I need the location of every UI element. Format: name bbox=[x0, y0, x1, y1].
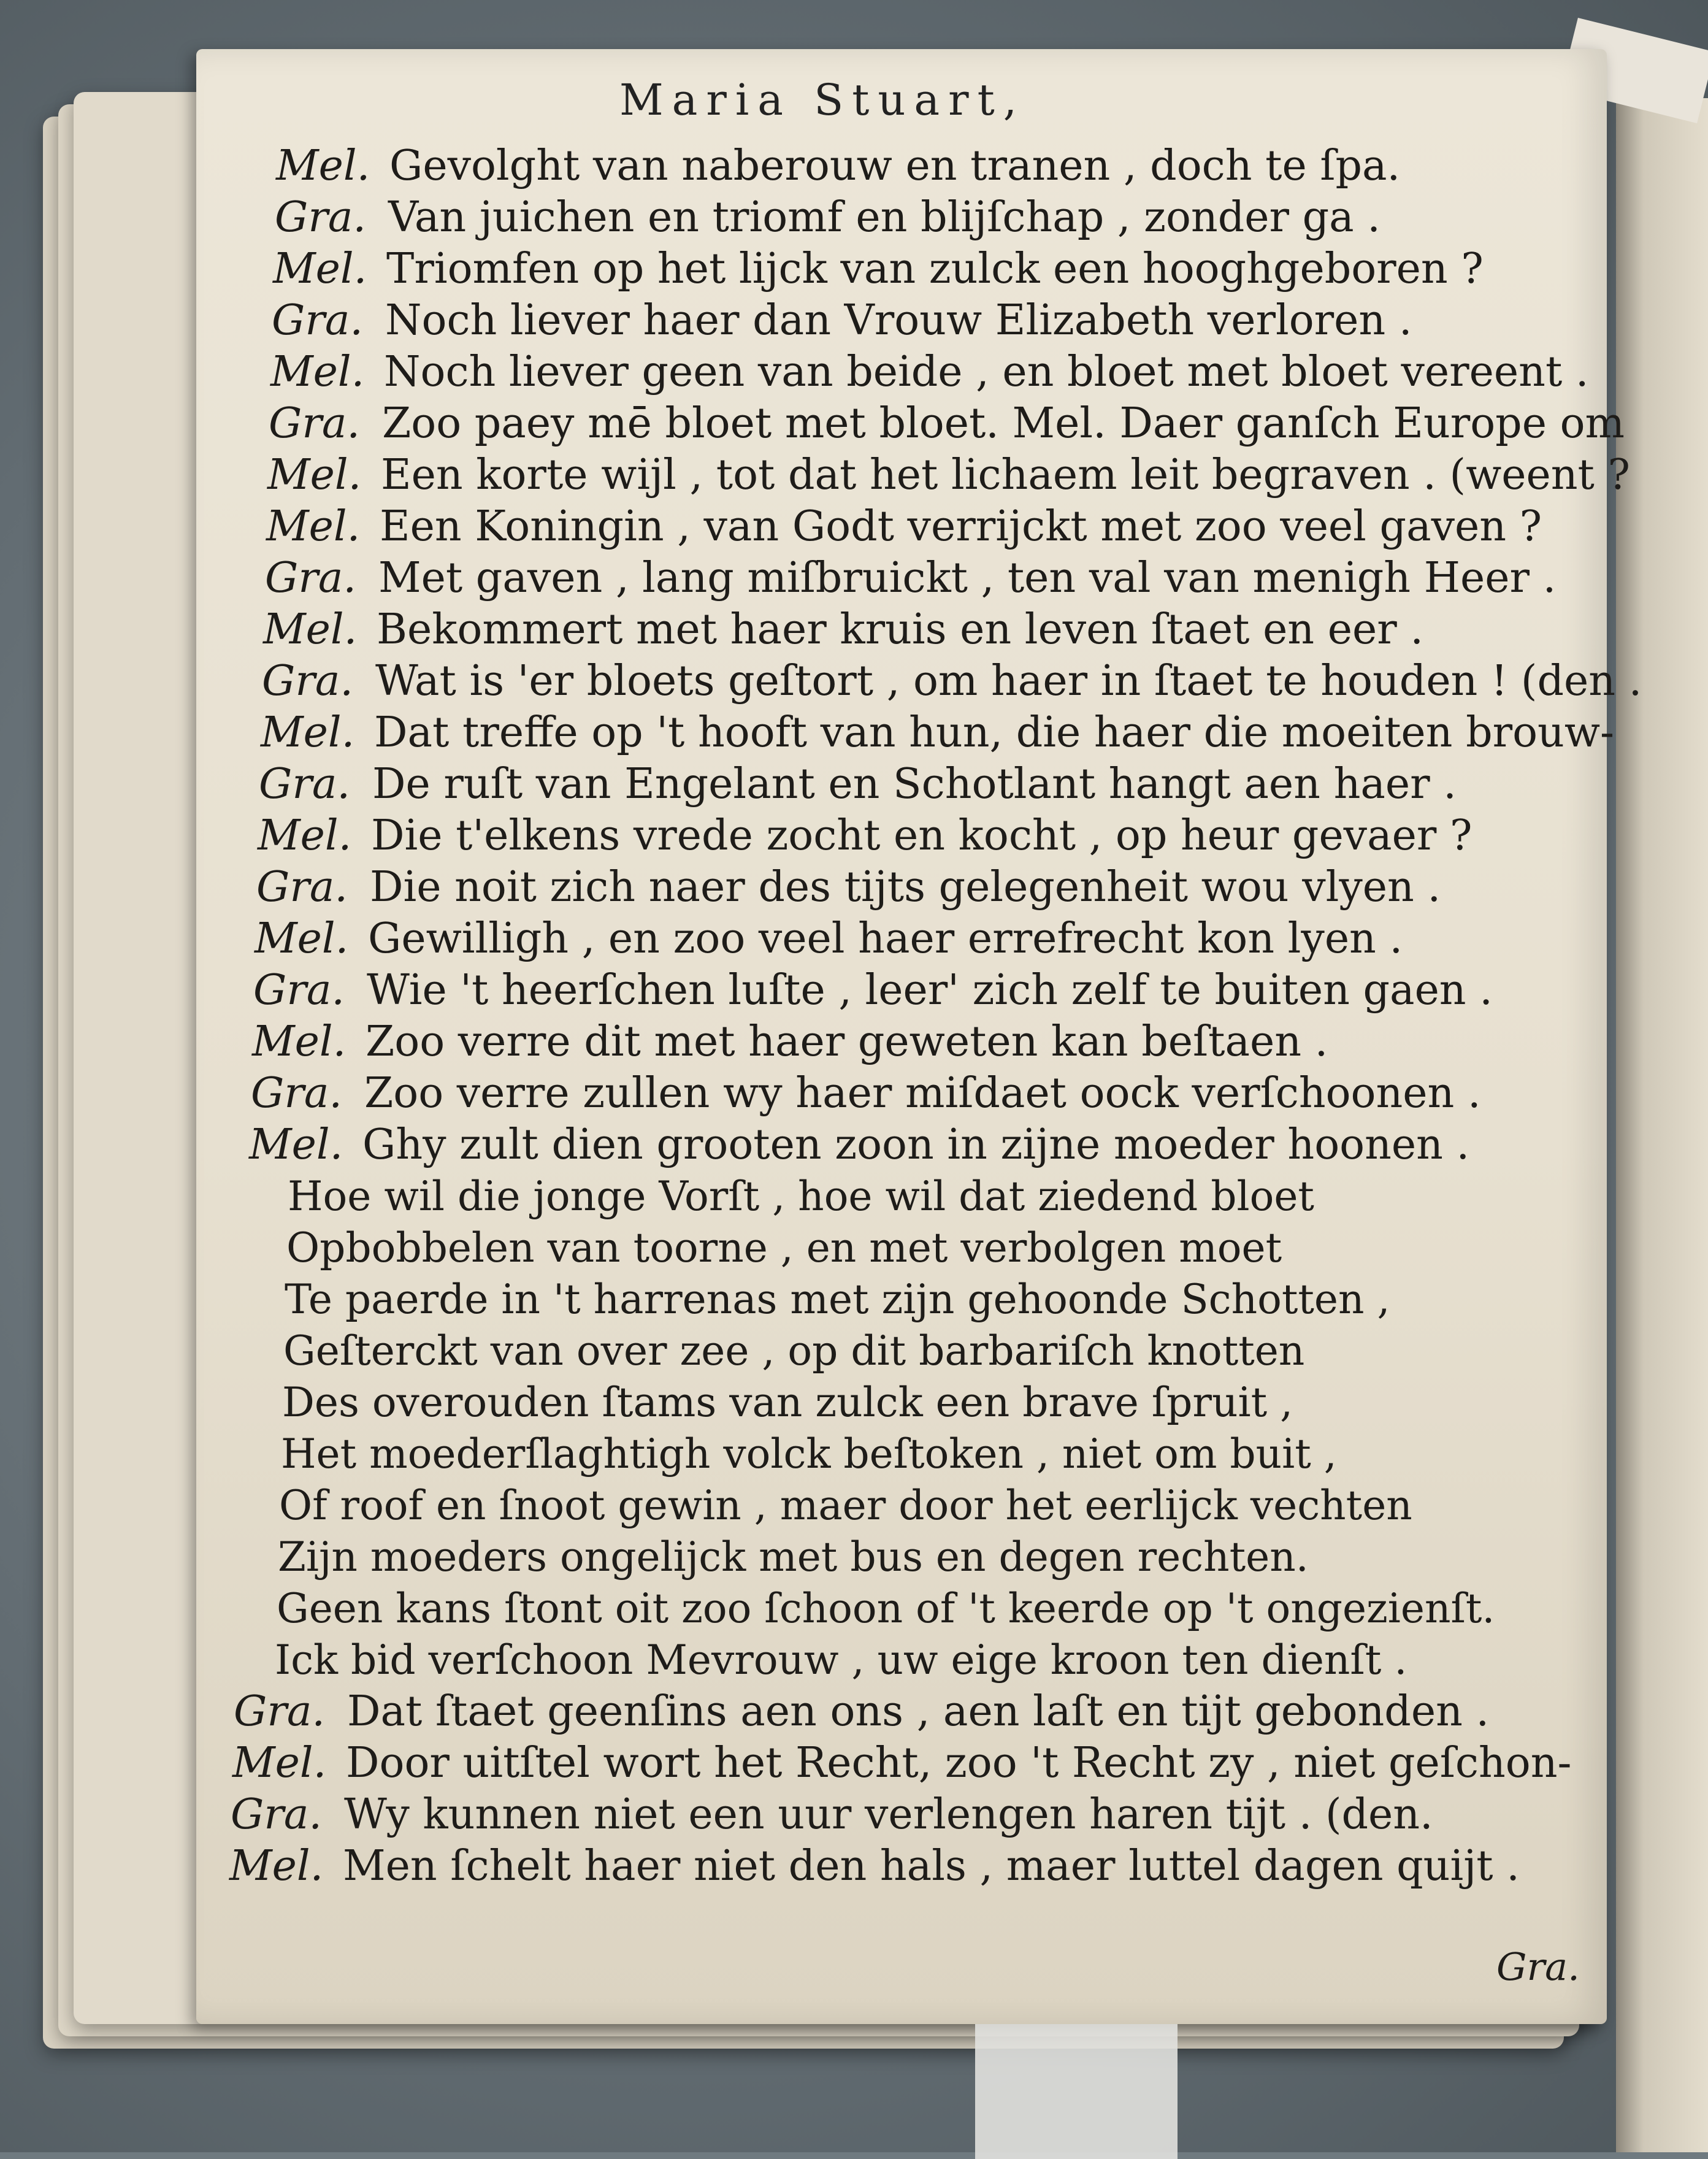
text-line bbox=[265, 552, 1556, 605]
line-text: Hoe wil die jonge Vorſt , hoe wil dat ziedend bloet bbox=[288, 1173, 1314, 1220]
text-line bbox=[229, 1840, 1520, 1893]
line-text: Wat is 'er bloets geſtort , om haer in ſtaet te houden ! (den . bbox=[375, 657, 1642, 705]
speaker-label: Gra. bbox=[251, 1069, 342, 1118]
speaker-label: Gra. bbox=[275, 193, 366, 242]
text-line bbox=[252, 1016, 1328, 1068]
line-text: Men ſchelt haer niet den hals , maer luttel dagen quijt . bbox=[343, 1842, 1520, 1890]
text-line bbox=[249, 1119, 1469, 1172]
line-text: Dat ſtaet geenſins aen ons , aen laſt en tijt gebonden . bbox=[347, 1687, 1490, 1736]
speaker-label: Gra. bbox=[269, 399, 360, 448]
speaker-label: Gra. bbox=[265, 554, 356, 602]
speaker-label: Gra. bbox=[256, 863, 348, 911]
line-text: Geen kans ſtont oit zoo ſchoon of 't keerde op 't ongezienſt. bbox=[277, 1585, 1495, 1632]
line-text: Wie 't heerſchen luſte , leer' zich zelf te buiten gaen . bbox=[367, 966, 1493, 1014]
line-text: Door uitſtel wort het Recht, zoo 't Recht zy , niet geſchon- bbox=[346, 1739, 1572, 1787]
text-line bbox=[263, 604, 1423, 656]
line-text: Geſterckt van over zee , op dit barbariſch knotten bbox=[283, 1327, 1305, 1375]
speaker-label: Mel. bbox=[267, 451, 362, 499]
speaker-label: Mel. bbox=[270, 348, 365, 396]
line-text: Opbobbelen van toorne , en met verbolgen moet bbox=[286, 1224, 1282, 1271]
speaker-label: Mel. bbox=[255, 915, 349, 963]
text-line bbox=[267, 449, 1630, 502]
line-text: Het moederſlaghtigh volck beſtoken , niet om buit , bbox=[281, 1430, 1337, 1478]
speaker-label: Mel. bbox=[263, 605, 358, 654]
facing-page-edge bbox=[1616, 98, 1708, 2152]
text-line bbox=[234, 1685, 1489, 1738]
line-text: Ghy zult dien grooten zoon in zijne moeder hoonen . bbox=[362, 1121, 1470, 1169]
line-text: Noch liever geen van beide , en bloet met bloet vereent . bbox=[384, 348, 1589, 396]
page-label-sticker bbox=[975, 2024, 1178, 2159]
speaker-label: Gra. bbox=[234, 1687, 325, 1736]
line-text: Te paerde in 't harrenas met zijn gehoonde Schotten , bbox=[285, 1276, 1390, 1323]
line-text: Zijn moeders ongelijck met bus en degen rechten. bbox=[278, 1533, 1309, 1581]
text-line bbox=[270, 346, 1589, 399]
speaker-label: Mel. bbox=[252, 1018, 347, 1066]
line-text: Een Koningin , van Godt verrijckt met zoo veel gaven ? bbox=[380, 502, 1542, 551]
text-line bbox=[251, 1067, 1481, 1120]
text-line bbox=[279, 1479, 1412, 1532]
line-text: Zoo verre dit met haer geweten kan beſtaen . bbox=[366, 1018, 1328, 1066]
text-line bbox=[275, 1634, 1407, 1687]
running-head: Maria Stuart, bbox=[619, 75, 1025, 125]
speaker-label: Mel. bbox=[261, 708, 355, 757]
text-line bbox=[231, 1789, 1433, 1841]
text-line bbox=[255, 913, 1403, 965]
speaker-label: Mel. bbox=[232, 1739, 327, 1787]
text-line bbox=[275, 191, 1381, 244]
speaker-label: Mel. bbox=[273, 245, 367, 293]
text-line bbox=[288, 1170, 1314, 1223]
line-text: Gevolght van naberouw en tranen , doch te ſpa. bbox=[389, 142, 1401, 190]
line-text: Zoo verre zullen wy haer miſdaet oock verſchoonen . bbox=[364, 1069, 1481, 1118]
line-text: De ruſt van Engelant en Schotlant hangt aen haer . bbox=[372, 760, 1457, 808]
line-text: Van juichen en triomf en blijſchap , zonder ga . bbox=[388, 193, 1381, 242]
text-line bbox=[259, 758, 1457, 811]
speaker-label: Mel. bbox=[258, 811, 352, 860]
speaker-label: Mel. bbox=[229, 1842, 324, 1890]
text-line bbox=[282, 1376, 1293, 1429]
line-text: Met gaven , lang miſbruickt , ten val van menigh Heer . bbox=[378, 554, 1557, 602]
speaker-label: Mel. bbox=[276, 142, 370, 190]
text-line bbox=[232, 1737, 1572, 1790]
speaker-label: Gra. bbox=[272, 296, 363, 345]
line-text: Triomfen op het lijck van zulck een hooghgeboren ? bbox=[386, 245, 1484, 293]
line-text: Die t'elkens vrede zocht en kocht , op heur gevaer ? bbox=[371, 811, 1472, 860]
speaker-label: Mel. bbox=[266, 502, 361, 551]
text-line bbox=[273, 243, 1484, 296]
text-line bbox=[281, 1428, 1337, 1481]
text-line bbox=[253, 964, 1493, 1017]
line-text: Dat treffe op 't hooft van hun, die haer die moeiten brouw- bbox=[374, 708, 1615, 757]
speaker-label: Mel. bbox=[249, 1121, 343, 1169]
text-line bbox=[256, 861, 1441, 914]
line-text: Zoo paey mē bloet met bloet. Mel. Daer ganſch Europe om bbox=[382, 399, 1625, 448]
text-line bbox=[277, 1582, 1495, 1635]
line-text: Een korte wijl , tot dat het lichaem leit begraven . (weent ? bbox=[381, 451, 1630, 499]
speaker-label: Gra. bbox=[259, 760, 350, 808]
line-text: Ick bid verſchoon Mevrouw , uw eige kroon ten dienſt . bbox=[275, 1636, 1407, 1684]
text-line bbox=[286, 1222, 1282, 1275]
line-text: Gewilligh , en zoo veel haer errefrecht kon lyen . bbox=[368, 915, 1403, 963]
text-line bbox=[266, 500, 1542, 553]
line-text: Des overouden ſtams van zulck een brave ſpruit , bbox=[282, 1379, 1293, 1426]
text-line bbox=[283, 1325, 1304, 1378]
speaker-label: Gra. bbox=[231, 1790, 322, 1839]
text-line bbox=[262, 655, 1642, 708]
text-line bbox=[278, 1531, 1309, 1584]
catchword: Gra. bbox=[1496, 1944, 1580, 1989]
text-line bbox=[258, 810, 1472, 862]
line-text: Die noit zich naer des tijts gelegenheit wou vlyen . bbox=[370, 863, 1441, 911]
line-text: Of roof en ſnoot gewin , maer door het eerlijck vechten bbox=[279, 1482, 1412, 1529]
line-text: Noch liever haer dan Vrouw Elizabeth verloren . bbox=[385, 296, 1412, 345]
text-line bbox=[261, 707, 1614, 759]
line-text: Wy kunnen niet een uur verlengen haren tijt . (den. bbox=[344, 1790, 1433, 1839]
speaker-label: Gra. bbox=[253, 966, 345, 1014]
text-line bbox=[272, 294, 1412, 347]
text-line bbox=[276, 140, 1400, 193]
text-line bbox=[285, 1273, 1390, 1326]
speaker-label: Gra. bbox=[262, 657, 353, 705]
text-line bbox=[269, 397, 1625, 450]
line-text: Bekommert met haer kruis en leven ſtaet en eer . bbox=[377, 605, 1423, 654]
